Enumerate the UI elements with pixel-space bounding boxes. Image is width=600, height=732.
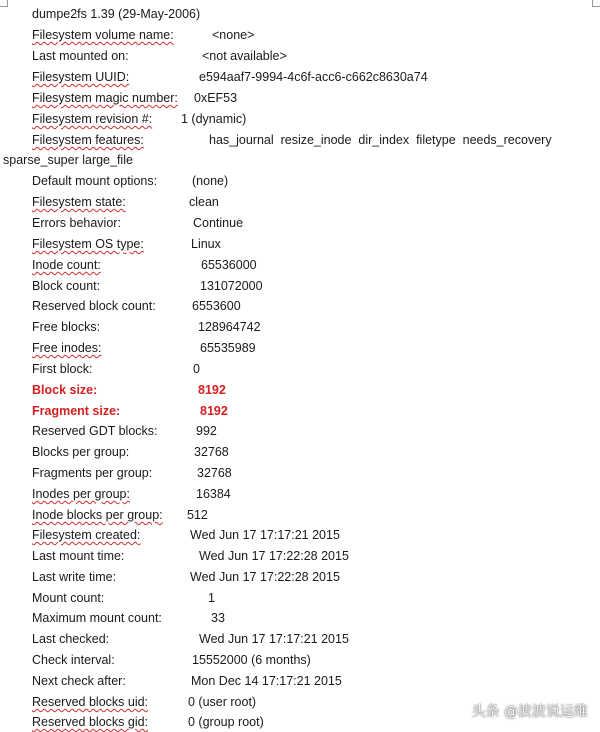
field-value: Mon Dec 14 17:17:21 2015 [191,674,342,688]
field-value: 16384 [196,487,231,501]
field-value: 65536000 [201,258,257,272]
field-row [0,46,600,66]
document-title-line [0,4,600,24]
field-row-highlighted [0,401,600,421]
field-row-continuation [0,150,600,170]
field-label: Reserved blocks uid: [32,695,149,709]
field-value: 131072000 [200,279,263,293]
field-label: Block count: [32,279,101,293]
field-label: Default mount options: [32,174,158,188]
field-row [0,505,600,525]
field-label: Check interval: [32,653,115,667]
field-label: Errors behavior: [32,216,121,230]
field-value: 15552000 (6 months) [192,653,311,667]
field-label: Fragments per group: [32,466,153,480]
field-value: Continue [193,216,244,230]
field-label: First block: [32,362,93,376]
field-value: Wed Jun 17 17:22:28 2015 [199,549,349,563]
field-label: Last mounted on: [32,49,129,63]
field-label: Free inodes: [32,341,102,355]
field-value: 0 (group root) [188,715,264,729]
field-row [0,588,600,608]
field-label: Reserved block count: [32,299,156,313]
field-label: Free blocks: [32,320,101,334]
field-row [0,608,600,628]
field-row [0,296,600,316]
field-label: Reserved blocks gid: [32,715,149,729]
field-row [0,650,600,670]
field-value: 128964742 [198,320,261,334]
field-label: Last mount time: [32,549,125,563]
field-row [0,234,600,254]
field-label: Filesystem volume name: [32,28,174,42]
field-row [0,421,600,441]
field-row [0,484,600,504]
field-row [0,276,600,296]
field-label: Mount count: [32,591,105,605]
field-value: has_journal resize_inode dir_index filetype needs_recovery [209,133,552,147]
field-value: 6553600 [192,299,241,313]
field-row [0,213,600,233]
field-label: Next check after: [32,674,126,688]
field-label: Filesystem OS type: [32,237,144,251]
field-row [0,442,600,462]
field-label: Last checked: [32,632,110,646]
field-row [0,338,600,358]
field-value: <none> [212,28,255,42]
field-value: Linux [191,237,221,251]
field-row [0,25,600,45]
field-row [0,567,600,587]
field-label: Inodes per group: [32,487,130,501]
field-label: Filesystem magic number: [32,91,178,105]
field-row [0,88,600,108]
field-label: Last write time: [32,570,117,584]
field-label: Filesystem UUID: [32,70,130,84]
field-value: clean [189,195,219,209]
field-value: Wed Jun 17 17:17:21 2015 [199,632,349,646]
field-row [0,525,600,545]
field-label: Filesystem features: [32,133,144,147]
field-row [0,317,600,337]
field-value: 992 [196,424,217,438]
field-value: Wed Jun 17 17:22:28 2015 [190,570,340,584]
field-label: Inode blocks per group: [32,508,163,522]
field-value: 33 [211,611,225,625]
field-label: Filesystem revision #: [32,112,153,126]
field-value: 0xEF53 [194,91,238,105]
field-value: Wed Jun 17 17:17:21 2015 [190,528,340,542]
field-value: 512 [187,508,208,522]
field-label: Fragment size: [32,404,121,418]
field-value: e594aaf7-9994-4c6f-acc6-c662c8630a74 [199,70,428,84]
field-row [0,192,600,212]
field-label: Reserved GDT blocks: [32,424,158,438]
field-value: 8192 [200,404,228,418]
field-value: 8192 [198,383,226,397]
field-row [0,463,600,483]
field-row [0,109,600,129]
field-row [0,629,600,649]
field-row [0,671,600,691]
field-label: Maximum mount count: [32,611,162,625]
field-label: Blocks per group: [32,445,130,459]
field-label: Filesystem created: [32,528,141,542]
field-row-highlighted [0,380,600,400]
field-row [0,546,600,566]
field-value: 1 [208,591,215,605]
field-label: sparse_super large_file [3,153,133,167]
field-value: <not available> [202,49,287,63]
field-value: 0 (user root) [188,695,257,709]
field-label: Inode count: [32,258,101,272]
field-row [0,67,600,87]
field-value: 0 [193,362,200,376]
field-value: 32768 [194,445,229,459]
field-value: (none) [192,174,229,188]
watermark: 头条 @波波说运维 [471,704,588,720]
field-label: Block size: [32,383,98,397]
field-row [0,255,600,275]
field-row [0,130,600,150]
document-title: dumpe2fs 1.39 (29-May-2006) [32,7,201,21]
field-value: 65535989 [200,341,256,355]
field-row [0,171,600,191]
field-value: 32768 [197,466,232,480]
field-value: 1 (dynamic) [181,112,247,126]
field-label: Filesystem state: [32,195,126,209]
field-row [0,359,600,379]
